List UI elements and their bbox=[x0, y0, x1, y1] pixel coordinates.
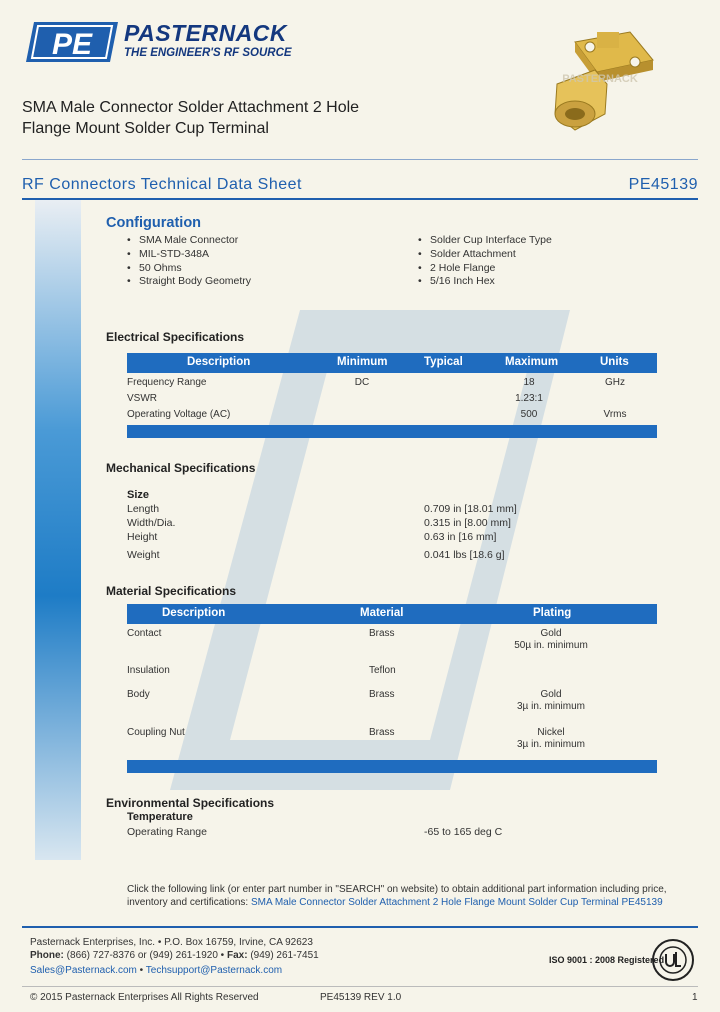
brand-name: PASTERNACK bbox=[124, 20, 288, 46]
material-heading: Material Specifications bbox=[106, 584, 237, 598]
column-header: Plating bbox=[533, 607, 572, 619]
weight-value: 0.041 lbs [18.6 g] bbox=[424, 549, 505, 561]
table-cell: 3µ in. minimum bbox=[517, 739, 585, 750]
column-header: Minimum bbox=[337, 356, 388, 368]
fax-label: Fax: bbox=[226, 950, 248, 961]
datasheet-title: RF Connectors Technical Data Sheet bbox=[22, 176, 302, 193]
electrical-table-header bbox=[127, 353, 657, 373]
table-cell: 50µ in. minimum bbox=[514, 640, 588, 651]
environmental-heading: Environmental Specifications bbox=[106, 796, 275, 810]
temperature-label: Temperature bbox=[127, 811, 193, 823]
phone-number: (866) 727-8376 or (949) 261-1920 bbox=[66, 950, 218, 961]
brand-tagline: THE ENGINEER'S RF SOURCE bbox=[124, 47, 292, 59]
table-cell: 0.709 in [18.01 mm] bbox=[424, 503, 517, 515]
list-item: • 2 Hole Flange bbox=[418, 262, 552, 276]
table-cell: Length bbox=[127, 503, 160, 515]
divider bbox=[22, 926, 698, 928]
pe-logo bbox=[24, 20, 120, 64]
column-header: Description bbox=[187, 356, 251, 368]
separator: • bbox=[220, 950, 225, 961]
table-cell: 500 bbox=[520, 409, 538, 420]
list-item: • SMA Male Connector bbox=[127, 234, 251, 248]
list-item: • Straight Body Geometry bbox=[127, 275, 251, 289]
table-cell: 18 bbox=[523, 377, 535, 388]
table-cell: Nickel bbox=[537, 727, 565, 738]
table-cell: Operating Range bbox=[127, 826, 207, 838]
table-footer-bar bbox=[127, 760, 657, 773]
sales-email-link[interactable]: Sales@Pasternack.com bbox=[30, 965, 137, 976]
list-item: • Solder Cup Interface Type bbox=[418, 234, 552, 248]
table-cell: Brass bbox=[369, 727, 395, 738]
table-cell: Frequency Range bbox=[127, 377, 207, 388]
table-cell: VSWR bbox=[127, 393, 157, 404]
table-cell: Insulation bbox=[127, 665, 170, 676]
weight-label: Weight bbox=[127, 549, 160, 561]
table-cell: Coupling Nut bbox=[127, 727, 185, 738]
table-cell: 0.63 in [16 mm] bbox=[424, 531, 497, 543]
part-number: PE45139 bbox=[628, 176, 698, 193]
link-note-prefix: inventory and certifications: bbox=[127, 897, 251, 908]
product-link[interactable]: SMA Male Connector Solder Attachment 2 Hole Flange Mount Solder Cup Terminal PE45139 bbox=[250, 897, 663, 908]
tech-email-link[interactable]: Techsupport@Pasternack.com bbox=[145, 965, 283, 976]
link-note-line bbox=[127, 897, 707, 908]
table-cell: Vrms bbox=[603, 409, 627, 420]
table-cell: Gold bbox=[540, 628, 562, 639]
svg-text:PASTERNACK: PASTERNACK bbox=[562, 73, 638, 85]
table-cell: 1.23:1 bbox=[515, 393, 543, 404]
svg-text:PE: PE bbox=[51, 28, 93, 61]
ul-certification-icon bbox=[651, 938, 695, 982]
table-cell: Body bbox=[127, 689, 150, 700]
decorative-stripe bbox=[35, 200, 81, 860]
link-note bbox=[127, 884, 707, 908]
table-cell: 0.315 in [8.00 mm] bbox=[424, 517, 511, 529]
material-table-header bbox=[127, 604, 657, 624]
product-title-line: Flange Mount Solder Cup Terminal bbox=[22, 120, 269, 137]
contact-line bbox=[30, 950, 319, 961]
configuration-left-list bbox=[127, 234, 251, 289]
column-header: Description bbox=[162, 607, 226, 619]
phone-label: Phone: bbox=[30, 950, 64, 961]
email-line bbox=[30, 965, 282, 976]
table-cell: Width/Dia. bbox=[127, 517, 176, 529]
configuration-heading: Configuration bbox=[106, 215, 202, 231]
table-cell: GHz bbox=[605, 377, 625, 388]
list-item: • 50 Ohms bbox=[127, 262, 251, 276]
table-cell: Brass bbox=[369, 628, 395, 639]
column-header: Material bbox=[360, 607, 404, 619]
mechanical-heading: Mechanical Specifications bbox=[106, 461, 256, 475]
table-cell: -65 to 165 deg C bbox=[424, 826, 503, 838]
table-cell: Operating Voltage (AC) bbox=[127, 409, 231, 420]
iso-registration: ISO 9001 : 2008 Registered bbox=[549, 955, 665, 965]
table-cell: 3µ in. minimum bbox=[517, 701, 585, 712]
column-header: Maximum bbox=[505, 356, 559, 368]
page-number: 1 bbox=[692, 992, 698, 1003]
list-item: • Solder Attachment bbox=[418, 248, 552, 262]
divider bbox=[22, 159, 698, 160]
column-header: Units bbox=[600, 356, 629, 368]
link-note-line: Click the following link (or enter part number in "SEARCH" on website) to obtain additional part information including price, bbox=[127, 884, 667, 895]
company-address: Pasternack Enterprises, Inc. • P.O. Box 16759, Irvine, CA 92623 bbox=[30, 937, 313, 948]
product-title-line: SMA Male Connector Solder Attachment 2 Hole bbox=[22, 99, 360, 116]
copyright: © 2015 Pasternack Enterprises All Rights Reserved bbox=[30, 992, 259, 1003]
column-header: Typical bbox=[424, 356, 463, 368]
revision: PE45139 REV 1.0 bbox=[320, 992, 402, 1003]
table-cell: Height bbox=[127, 531, 158, 543]
table-cell: Brass bbox=[369, 689, 395, 700]
electrical-heading: Electrical Specifications bbox=[106, 330, 245, 344]
table-cell: Gold bbox=[540, 689, 562, 700]
table-cell: DC bbox=[354, 377, 370, 388]
product-image bbox=[535, 22, 665, 137]
size-label: Size bbox=[127, 489, 150, 501]
separator: • bbox=[139, 965, 144, 976]
list-item: • 5/16 Inch Hex bbox=[418, 275, 552, 289]
divider bbox=[22, 986, 698, 987]
table-footer-bar bbox=[127, 425, 657, 438]
configuration-right-list bbox=[418, 234, 552, 289]
list-item: • MIL-STD-348A bbox=[127, 248, 251, 262]
table-cell: Teflon bbox=[369, 665, 396, 676]
fax-number: (949) 261-7451 bbox=[250, 950, 319, 961]
divider bbox=[22, 198, 698, 200]
pe-watermark-logo bbox=[150, 300, 580, 800]
product-title bbox=[22, 97, 422, 139]
table-cell: Contact bbox=[127, 628, 162, 639]
